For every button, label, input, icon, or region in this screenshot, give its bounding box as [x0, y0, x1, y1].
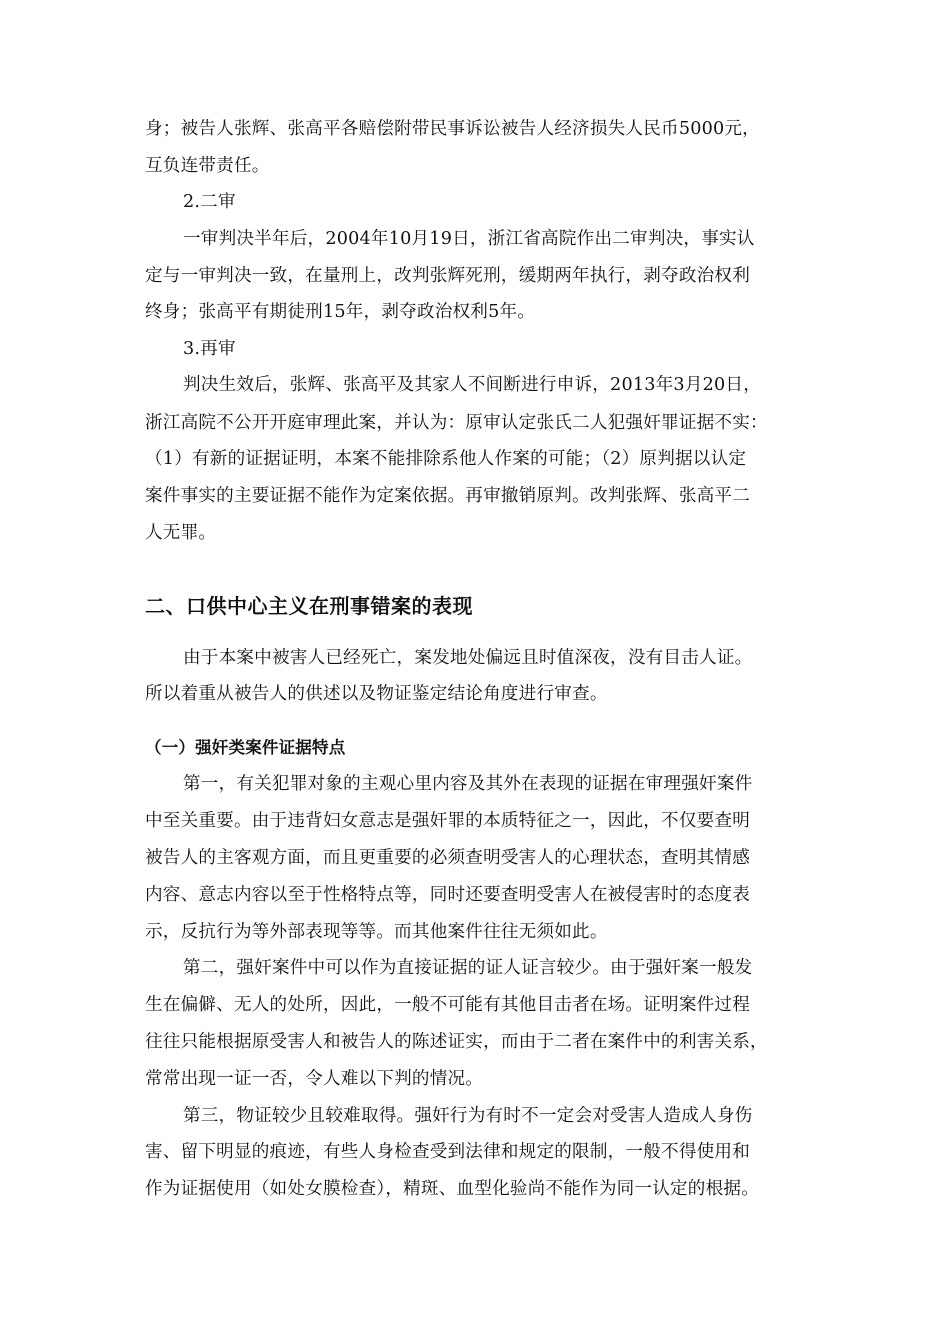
- text-line: 互负连带责任。: [145, 156, 270, 176]
- section-label: 3.再审: [183, 339, 236, 359]
- text-line: 终身；张高平有期徒刑15年，剥夺政治权利5年。: [145, 302, 536, 322]
- text-line: 害、留下明显的痕迹，有些人身检查受到法律和规定的限制，一般不得使用和: [145, 1142, 750, 1162]
- text-line: 案件事实的主要证据不能作为定案依据。再审撤销原判。改判张辉、张高平二: [145, 486, 750, 506]
- text-line: （1）有新的证据证明，本案不能排除系他人作案的可能；（2）原判据以认定: [145, 449, 747, 469]
- text-line: 判决生效后，张辉、张高平及其家人不间断进行申诉，2013年3月20日，: [183, 375, 761, 395]
- text-line: 被告人的主客观方面，而且更重要的必须查明受害人的心理状态，查明其情感: [145, 848, 750, 868]
- subsection-heading: （一）强奸类案件证据特点: [145, 738, 346, 757]
- text-line: 第一，有关犯罪对象的主观心里内容及其外在表现的证据在审理强奸案件: [183, 774, 753, 794]
- text-line: 内容、意志内容以至于性格特点等，同时还要查明受害人在被侵害时的态度表: [145, 885, 750, 905]
- text-line: 常常出现一证一否，令人难以下判的情况。: [145, 1069, 484, 1089]
- text-line: 一审判决半年后，2004年10月19日，浙江省高院作出二审判决，事实认: [183, 229, 755, 249]
- text-line: 往往只能根据原受害人和被告人的陈述证实，而由于二者在案件中的利害关系，: [145, 1032, 768, 1052]
- section-label: 2.二审: [183, 192, 236, 212]
- text-line: 第二，强奸案件中可以作为直接证据的证人证言较少。由于强奸案一般发: [183, 958, 753, 978]
- text-line: 人无罪。: [145, 523, 217, 543]
- text-line: 身；被告人张辉、张高平各赔偿附带民事诉讼被告人经济损失人民币5000元，: [145, 119, 760, 139]
- text-line: 作为证据使用（如处女膜检查），精斑、血型化验尚不能作为同一认定的根据。: [145, 1179, 759, 1199]
- text-line: 示，反抗行为等外部表现等等。而其他案件往往无须如此。: [145, 922, 608, 942]
- text-line: 生在偏僻、无人的处所，因此，一般不可能有其他目击者在场。证明案件过程: [145, 995, 750, 1015]
- text-line: 定与一审判决一致，在量刑上，改判张辉死刑，缓期两年执行，剥夺政治权利: [145, 266, 750, 286]
- text-line: 由于本案中被害人已经死亡，案发地处偏远且时值深夜，没有目击人证。: [183, 648, 753, 668]
- text-line: 中至关重要。由于违背妇女意志是强奸罪的本质特征之一，因此，不仅要查明: [145, 811, 750, 831]
- text-line: 第三，物证较少且较难取得。强奸行为有时不一定会对受害人造成人身伤: [183, 1106, 753, 1126]
- text-line: 所以着重从被告人的供述以及物证鉴定结论角度进行审查。: [145, 684, 608, 704]
- text-line: 浙江高院不公开开庭审理此案，并认为：原审认定张氏二人犯强奸罪证据不实：: [145, 413, 768, 433]
- section-heading: 二、口供中心主义在刑事错案的表现: [145, 594, 473, 618]
